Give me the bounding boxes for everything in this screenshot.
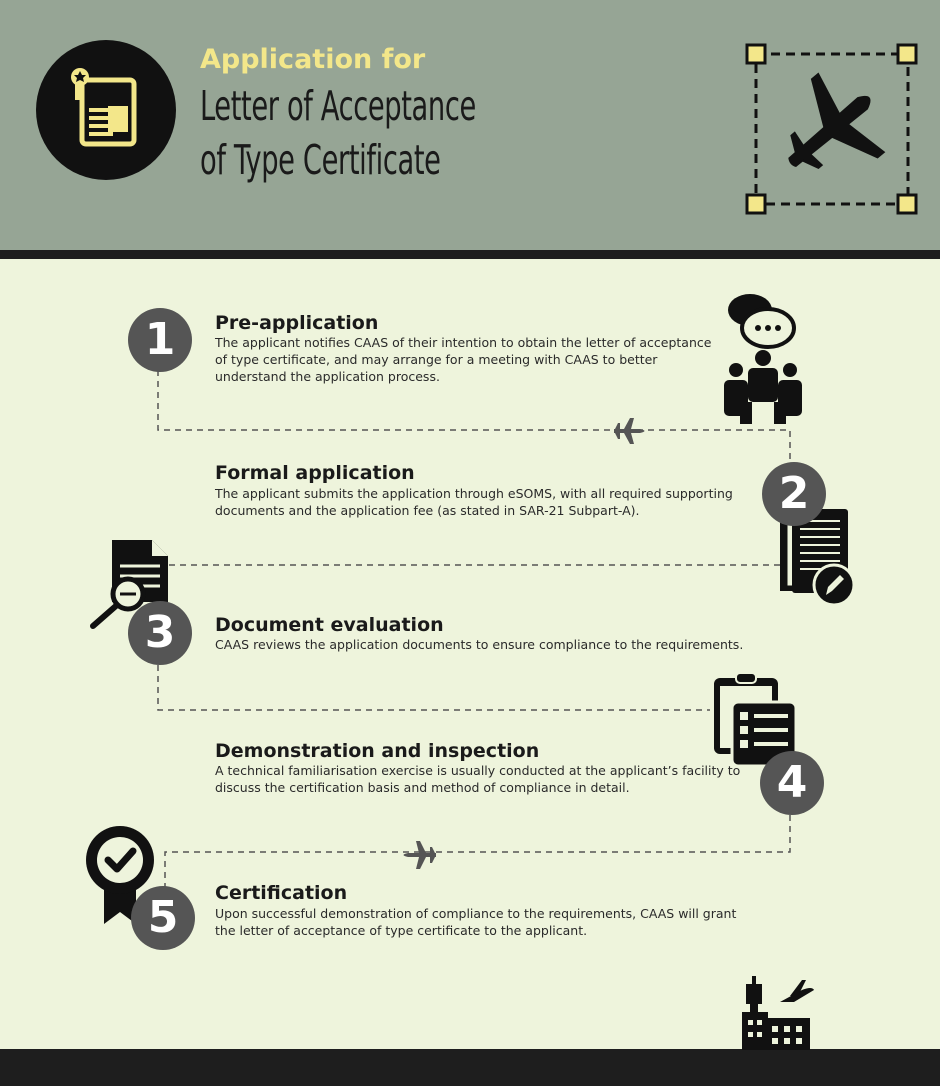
footer-bar xyxy=(0,1049,940,1086)
plane-marker-icon-2 xyxy=(398,839,438,871)
header-banner xyxy=(0,0,940,250)
title-prefix: Application for xyxy=(200,44,426,75)
page-title-line1: Letter of Acceptance xyxy=(200,82,476,130)
step-number-1: 1 xyxy=(128,308,192,372)
step-description-4: A technical familiarisation exercise is usually conducted at the applicant’s facility to discuss the certification basis and method of compliance in detail. xyxy=(215,763,741,795)
step-number-5: 5 xyxy=(131,886,195,950)
step-description-1: The applicant notifies CAAS of their intention to obtain the letter of acceptance of type certificate, and may arrange for a meeting with CAAS to better understand the application process. xyxy=(215,335,712,384)
step-title-1: Pre-application xyxy=(215,312,379,334)
step-title-2: Formal application xyxy=(215,462,415,484)
plane-marker-icon xyxy=(612,416,650,446)
airport-tower-icon xyxy=(740,974,826,1050)
step-description-3: CAAS reviews the application documents to ensure compliance to the requirements. xyxy=(215,637,744,652)
step-title-5: Certification xyxy=(215,882,348,904)
step-title-3: Document evaluation xyxy=(215,614,444,636)
step-number-4: 4 xyxy=(760,751,824,815)
step-description-5: Upon successful demonstration of compliance to the requirements, CAAS will grant the letter of acceptance of type certificate to the applicant. xyxy=(215,906,737,938)
step-description-2: The applicant submits the application through eSOMS, with all required supporting documents and the application fee (as stated in SAR-21 Subpart-A). xyxy=(215,486,733,518)
airplane-selection-icon xyxy=(745,43,920,215)
meeting-chat-icon xyxy=(722,292,804,426)
certificate-document-icon xyxy=(36,40,176,180)
header-divider xyxy=(0,250,940,259)
step-number-2: 2 xyxy=(762,462,826,526)
step-number-3: 3 xyxy=(128,601,192,665)
step-title-4: Demonstration and inspection xyxy=(215,740,540,762)
page-title-line2: of Type Certificate xyxy=(200,136,441,184)
